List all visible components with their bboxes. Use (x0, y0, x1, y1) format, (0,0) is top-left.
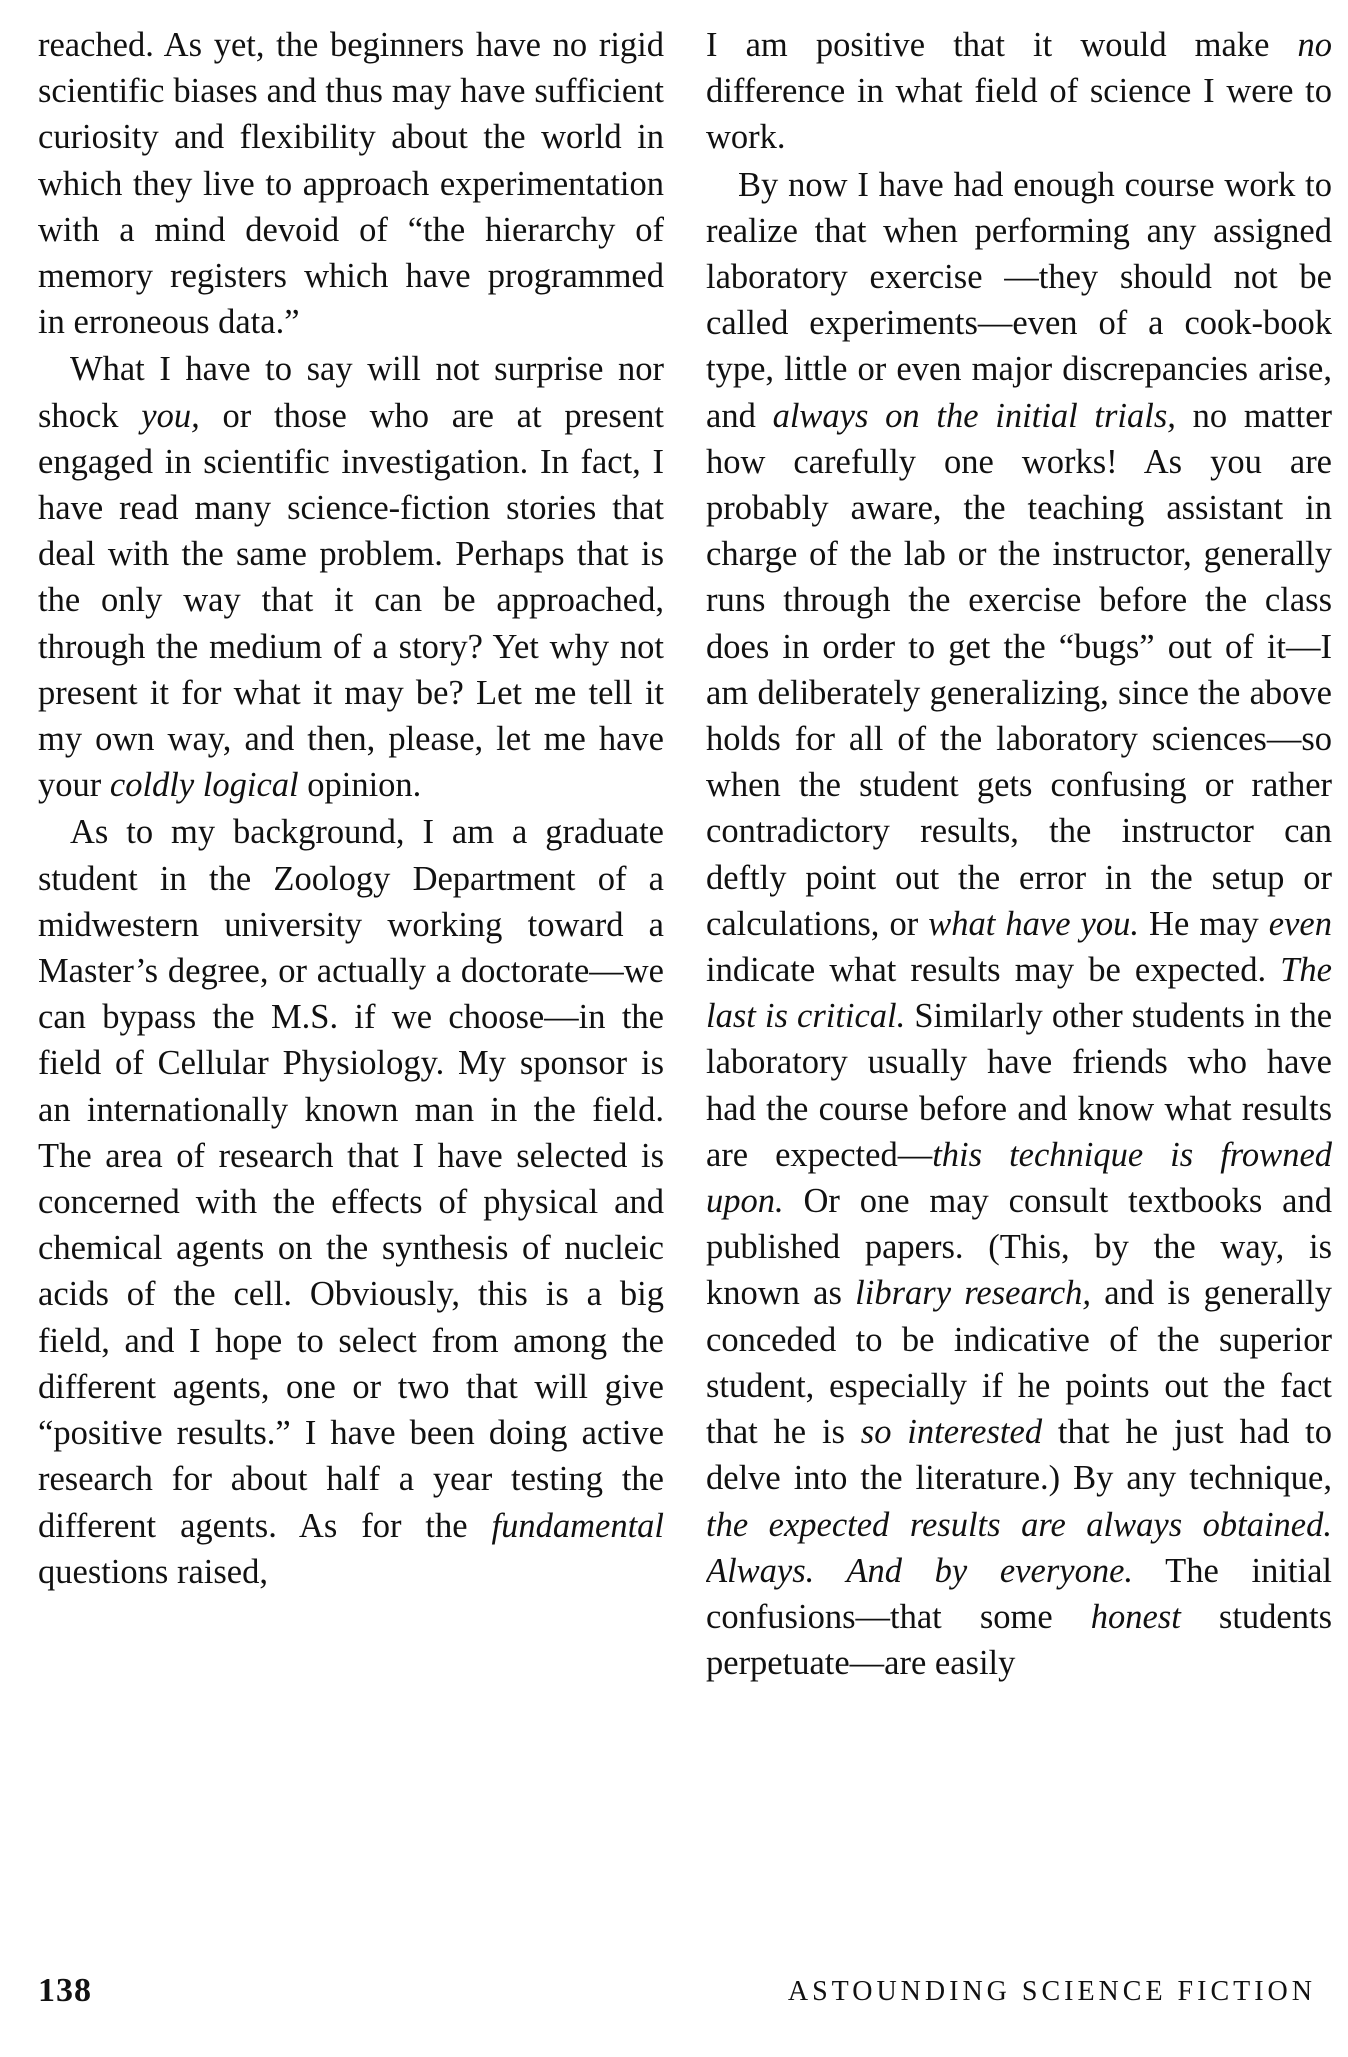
italic-text: coldly logical (109, 766, 299, 805)
italic-text: always on the initial trials, (772, 396, 1176, 435)
text-run: reached. As yet, the beginners have no rigid scientific biases and thus may have sufficient curiosity and flexibility about the world in which they live to approach experimentation with a mind devoid of “the hierarchy of memory registers which have programmed in erroneous data.” (38, 26, 664, 342)
paragraph (706, 22, 1332, 161)
page-footer (38, 1972, 1316, 2022)
text-run: opinion. (298, 766, 422, 805)
italic-text: no (1297, 26, 1332, 64)
text-run: and is generally conceded to be indicative of the superior student, especially if he points out the fact that he is (706, 1274, 1332, 1452)
italic-text: this technique is frowned upon. (706, 1135, 1332, 1221)
italic-text: honest (1090, 1597, 1181, 1636)
text-run: I am positive that it would make (706, 26, 1298, 64)
italic-text: The last is critical. (706, 951, 1332, 1036)
italic-text: the expected results are always obtained. Always. And by everyone. (706, 1505, 1332, 1590)
paragraph (38, 809, 664, 1594)
text-run: indicate what results may be expected. (706, 951, 1281, 990)
left-column (38, 22, 664, 1927)
italic-text: so interested (860, 1413, 1043, 1452)
text-run: no matter how carefully one works! As you are probably aware, the teaching assistant in charge of the lab or the instructor, generally runs through the exercise before the class does in order to get the “bugs” out of it—I am deliberately generalizing, since the above holds for all of the laboratory sciences—so when the student gets confusing or rather contradictory results, the instructor can deftly point out the error in the setup or calculations, or (706, 396, 1332, 943)
text-run: that he just had to delve into the literature.) By any technique, (706, 1413, 1332, 1498)
text-run: or those who are at present engaged in scientific investigation. In fact, I have read many science-fiction stories that deal with the same problem. Perhaps that is the only way that it can be approached, through the medium of a story? Yet why not present it for what it may be? Let me tell it my own way, and then, please, let me have your (38, 396, 664, 805)
italic-text: even (1268, 904, 1332, 943)
text-run: By now I have had enough course work to realize that when performing any assigned laboratory exercise —they should not be called experiments—even of a cook-book type, little or even major discrepancies arise, and (706, 165, 1332, 435)
text-run: Similarly other students in the laboratory usually have friends who have had the course before and know what results are expected— (706, 997, 1332, 1174)
italic-text: you, (141, 396, 200, 435)
paragraph (38, 22, 664, 345)
paragraph (706, 162, 1332, 1687)
page-number: 138 (38, 1972, 92, 2009)
running-title: ASTOUNDING SCIENCE FICTION (787, 1976, 1316, 2007)
text-run: students perpetuate—are easily (706, 1597, 1332, 1683)
right-column (706, 22, 1332, 1927)
text-run: questions raised, (38, 1552, 268, 1591)
italic-text: library research, (855, 1274, 1092, 1313)
text-run: Or one may consult textbooks and published papers. (This, by the way, is known as (706, 1182, 1332, 1313)
italic-text: what have you. (928, 904, 1139, 943)
italic-text: fundamental (491, 1506, 664, 1545)
paragraph (38, 346, 664, 808)
text-run: What I have to say will not surprise nor shock (38, 350, 664, 435)
text-run: difference in what field of science I were to work. (706, 72, 1332, 157)
text-run: As to my background, I am a graduate student in the Zoology Department of a midwestern university working toward a Master’s degree, or actually a doctorate—we can bypass the M.S. if we choose—in the field of Cellular Physiology. My sponsor is an internationally known man in the field. The area of research that I have selected is concerned with the effects of physical and chemical agents on the synthesis of nucleic acids of the cell. Obviously, this is a big field, and I hope to select from among the different agents, one or two that will give “positive results.” I have been doing active research for about half a year testing the different agents. As for the (38, 813, 664, 1545)
text-run: The initial confusions—that some (706, 1551, 1332, 1636)
text-run: He may (1139, 904, 1269, 943)
